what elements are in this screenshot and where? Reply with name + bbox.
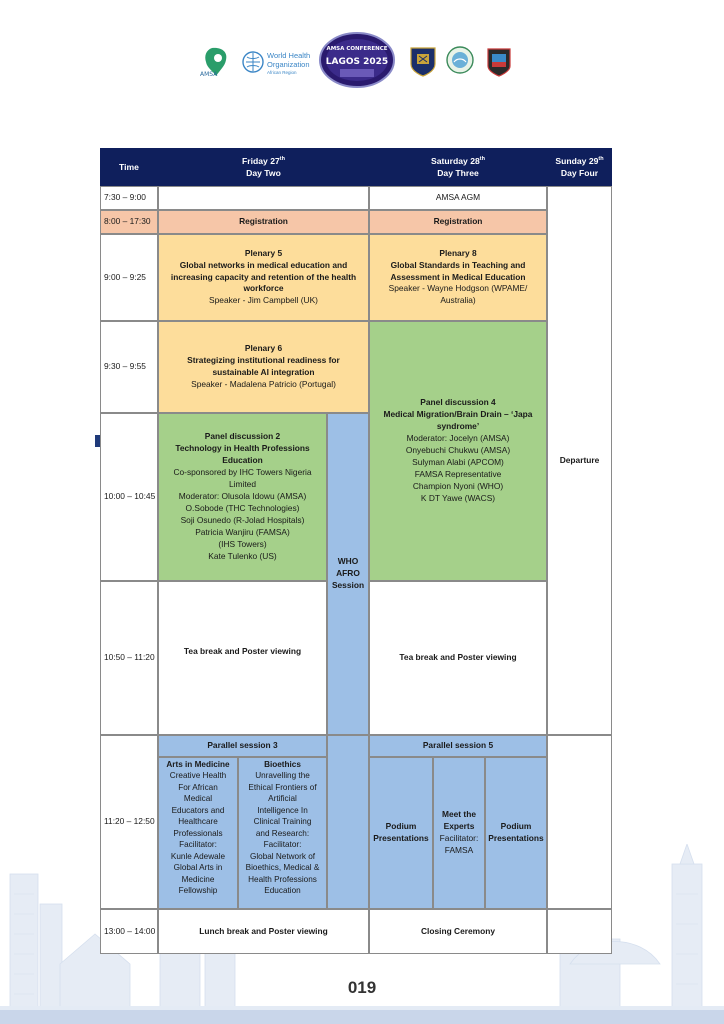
sat-tea-break: Tea break and Poster viewing [369,581,547,735]
who-logo [242,48,312,78]
fri-bioethics: Bioethics Unravelling the Ethical Frontiers of Artificial Intelligence In Clinical Training and Research: Facilitator: Global Network of Bioethics, Medical & Health Professions Education [238,757,327,909]
svg-text:World Health: World Health [267,51,311,60]
fri-who-afro-session: WHO AFRO Session [327,413,369,735]
header-saturday: Saturday 28th Day Three [369,148,547,186]
crest-logo-3 [485,46,513,78]
amsa-logo [198,46,240,78]
fri-plenary-6: Plenary 6 Strategizing institutional readiness for sustainable AI integration Speaker - Madalena Patricio (Portugal) [158,321,369,413]
time-slot: 10:00 – 10:45 [100,413,158,581]
sat-parallel-session-5-title: Parallel session 5 [369,735,547,757]
fri-panel-discussion-2: Panel discussion 2 Technology in Health Professions Education Co-sponsored by IHC Towers Nigeria Limited Moderator: Olusola Idowu (AMSA) O.Sobode (THC Technologies) Soji Osunedo (R-Jolad Hospitals) Patricia Wanjiru (FAMSA) (IHS Towers) Kate Tulenko (US) [158,413,327,581]
fri-lunch-break: Lunch break and Poster viewing [158,909,369,954]
sun-empty-cell [547,909,612,954]
sat-meet-the-experts: Meet the Experts Facilitator: FAMSA [433,757,485,909]
fri-tea-break: Tea break and Poster viewing [158,581,327,735]
sat-plenary-8: Plenary 8 Global Standards in Teaching and Assessment in Medical Education Speaker - Wayne Hodgson (WPAME/ Australia) [369,234,547,321]
footer-band [0,1010,724,1024]
sun-departure: Departure [547,186,612,735]
header-time: Time [100,148,158,186]
sat-podium-presentations-1: Podium Presentations [369,757,433,909]
sat-podium-presentations-2: Podium Presentations [485,757,547,909]
time-slot: 9:30 – 9:55 [100,321,158,413]
fri-arts-in-medicine: Arts in Medicine Creative Health For African Medical Educators and Healthcare Professionals Facilitator: Kunle Adewale Global Arts in Medicine Fellowship [158,757,238,909]
svg-text:AMSA CONFERENCE: AMSA CONFERENCE [326,46,388,52]
sat-panel-discussion-4: Panel discussion 4 Medical Migration/Brain Drain – ‘Japa syndrome’ Moderator: Jocelyn (AMSA) Onyebuchi Chukwu (AMSA) Sulyman Alabi (APCOM) FAMSA Representative Champion Nyoni (WHO) K DT Yawe (WACS) [369,321,547,581]
sat-registration: Registration [369,210,547,234]
time-slot: 8:00 – 17:30 [100,210,158,234]
conference-logo [318,32,396,88]
time-slot: 9:00 – 9:25 [100,234,158,321]
crest-logo-1 [409,46,437,78]
fri-plenary-5: Plenary 5 Global networks in medical education and increasing capacity and retention of the health workforce Speaker - Jim Campbell (UK) [158,234,369,321]
fri-parallel-session-3-title: Parallel session 3 [158,735,327,757]
sat-closing-ceremony: Closing Ceremony [369,909,547,954]
schedule-table [100,148,612,954]
time-slot: 10:50 – 11:20 [100,581,158,735]
time-slot: 11:20 – 12:50 [100,735,158,909]
fri-registration: Registration [158,210,369,234]
page-number: 019 [347,978,377,997]
time-slot: 7:30 – 9:00 [100,186,158,210]
friday-empty-cell [158,186,369,210]
amsa-logo-text: AMSA [200,71,218,78]
time-slot: 13:00 – 14:00 [100,909,158,954]
crest-logo-2 [445,44,475,78]
svg-text:African Region: African Region [267,70,297,75]
sat-amsa-agm: AMSA AGM [369,186,547,210]
svg-text:LAGOS 2025: LAGOS 2025 [325,57,389,67]
header-sunday: Sunday 29th Day Four [547,148,612,186]
header-friday: Friday 27th Day Two [158,148,369,186]
svg-text:Organization: Organization [267,60,310,69]
logo-strip [0,32,724,90]
sun-empty-cell [547,735,612,909]
fri-who-afro-continued [327,735,369,909]
